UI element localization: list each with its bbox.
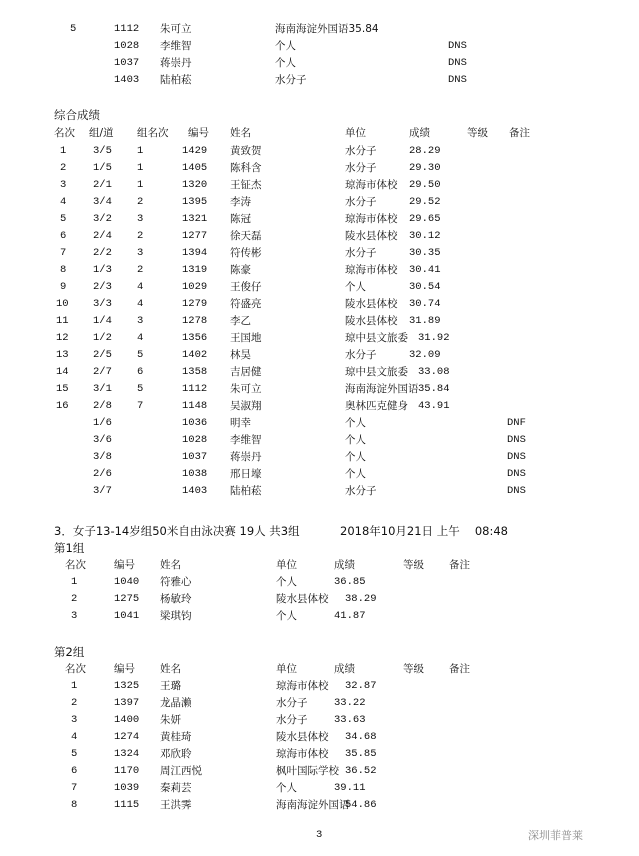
row-number: 1403 (114, 74, 140, 86)
combined-heat-lane: 3/3 (93, 298, 112, 310)
combined-rank: 14 (56, 366, 69, 378)
combined-rank: 6 (60, 230, 67, 242)
combined-name: 陈豪 (230, 264, 251, 276)
combined-heat-lane: 3/8 (93, 451, 112, 463)
combined-name: 明幸 (230, 417, 251, 429)
combined-name: 符传彬 (230, 247, 262, 259)
combined-number: 1112 (182, 383, 208, 395)
combined-result: 31.89 (409, 315, 441, 327)
combined-name: 李乙 (230, 315, 251, 327)
row-result: DNS (448, 57, 467, 69)
heat-header-result: 成绩 (334, 559, 355, 571)
combined-unit: 海南海淀外国语 (345, 383, 419, 395)
col-header-unit: 单位 (345, 127, 366, 139)
combined-rank: 12 (56, 332, 69, 344)
combined-heat-lane: 2/2 (93, 247, 112, 259)
combined-heat-lane: 1/4 (93, 315, 112, 327)
combined-note: DNS (507, 434, 526, 446)
combined-unit: 陵水县体校 (345, 298, 398, 310)
combined-unit: 水分子 (345, 196, 377, 208)
combined-unit: 陵水县体校 (345, 230, 398, 242)
combined-result: 30.12 (409, 230, 441, 242)
heat-rank: 7 (71, 782, 78, 794)
row-unit: 水分子 (275, 74, 307, 86)
combined-name: 李涛 (230, 196, 251, 208)
combined-heat-lane: 2/3 (93, 281, 112, 293)
combined-heat-lane: 2/4 (93, 230, 112, 242)
combined-result: 33.08 (418, 366, 450, 378)
combined-heat-rank: 5 (137, 383, 144, 395)
combined-number: 1395 (182, 196, 208, 208)
combined-number: 1320 (182, 179, 208, 191)
combined-heat-lane: 3/7 (93, 485, 112, 497)
heat-number: 1400 (114, 714, 140, 726)
combined-heat-lane: 3/4 (93, 196, 112, 208)
heat-result: 32.87 (345, 680, 377, 692)
heat-result: 38.29 (345, 593, 377, 605)
combined-unit: 琼海市体校 (345, 213, 398, 225)
heat-name: 邓欣聆 (160, 748, 192, 760)
combined-heat-lane: 2/5 (93, 349, 112, 361)
heat-name: 黄桂琦 (160, 731, 192, 743)
heat-unit: 个人 (276, 576, 297, 588)
combined-number: 1321 (182, 213, 208, 225)
combined-heat-rank: 4 (137, 298, 144, 310)
heat-rank: 3 (71, 714, 78, 726)
combined-heat-rank: 5 (137, 349, 144, 361)
heat-result: 35.85 (345, 748, 377, 760)
col-header-result: 成绩 (409, 127, 430, 139)
combined-number: 1038 (182, 468, 208, 480)
combined-unit: 水分子 (345, 349, 377, 361)
heat-unit: 个人 (276, 610, 297, 622)
heat-unit: 水分子 (276, 697, 308, 709)
combined-heat-rank: 1 (137, 179, 144, 191)
combined-name: 黄致贺 (230, 145, 262, 157)
heat-header-name: 姓名 (160, 559, 181, 571)
combined-number: 1277 (182, 230, 208, 242)
combined-rank: 2 (60, 162, 67, 174)
combined-rank: 7 (60, 247, 67, 259)
heat-header-result: 成绩 (334, 663, 355, 675)
row-name: 蒋崇丹 (160, 57, 192, 69)
heat-unit: 琼海市体校 (276, 680, 329, 692)
combined-name: 陈冠 (230, 213, 251, 225)
heat-result: 41.87 (334, 610, 366, 622)
combined-note: DNS (507, 485, 526, 497)
heat-rank: 1 (71, 576, 78, 588)
combined-name: 吴淑翔 (230, 400, 262, 412)
combined-unit: 个人 (345, 468, 366, 480)
combined-rank: 11 (56, 315, 69, 327)
combined-result: 32.09 (409, 349, 441, 361)
combined-heat-lane: 3/5 (93, 145, 112, 157)
heat-name: 朱妍 (160, 714, 181, 726)
combined-number: 1029 (182, 281, 208, 293)
combined-heat-rank: 7 (137, 400, 144, 412)
combined-name: 林昊 (230, 349, 251, 361)
heat-result: 33.63 (334, 714, 366, 726)
heat-header-note: 备注 (449, 559, 470, 571)
combined-name: 王俊仔 (230, 281, 262, 293)
combined-heat-rank: 2 (137, 230, 144, 242)
combined-unit: 水分子 (345, 145, 377, 157)
combined-rank: 16 (56, 400, 69, 412)
heat-rank: 2 (71, 593, 78, 605)
combined-number: 1319 (182, 264, 208, 276)
heat-number: 1274 (114, 731, 140, 743)
combined-name: 陆柏菘 (230, 485, 262, 497)
heat-rank: 2 (71, 697, 78, 709)
heat-rank: 1 (71, 680, 78, 692)
combined-heat-rank: 3 (137, 247, 144, 259)
combined-rank: 13 (56, 349, 69, 361)
heat-unit: 水分子 (276, 714, 308, 726)
combined-unit: 琼中县文旅委 (345, 366, 408, 378)
combined-number: 1028 (182, 434, 208, 446)
combined-unit: 琼中县文旅委 (345, 332, 408, 344)
heat-result: 54.86 (345, 799, 377, 811)
combined-heat-rank: 4 (137, 281, 144, 293)
row-name: 李维智 (160, 40, 192, 52)
heat-header-rank: 名次 (65, 663, 86, 675)
combined-name: 王钲杰 (230, 179, 262, 191)
combined-unit: 水分子 (345, 485, 377, 497)
combined-note: DNS (507, 451, 526, 463)
combined-number: 1037 (182, 451, 208, 463)
combined-name: 邢日壕 (230, 468, 262, 480)
heat-unit: 枫叶国际学校 (276, 765, 339, 777)
combined-unit: 个人 (345, 417, 366, 429)
heat-number: 1324 (114, 748, 140, 760)
combined-number: 1429 (182, 145, 208, 157)
heat-header-grade: 等级 (403, 663, 424, 675)
row-number: 1037 (114, 57, 140, 69)
heat-rank: 6 (71, 765, 78, 777)
combined-heat-rank: 1 (137, 145, 144, 157)
combined-name: 陈科含 (230, 162, 262, 174)
combined-name: 符盛亮 (230, 298, 262, 310)
heat-number: 1170 (114, 765, 140, 777)
heat-result: 39.11 (334, 782, 366, 794)
heat-number: 1275 (114, 593, 140, 605)
combined-result: 30.41 (409, 264, 441, 276)
col-header-heat-rank: 组名次 (137, 127, 169, 139)
combined-number: 1036 (182, 417, 208, 429)
combined-heat-rank: 3 (137, 315, 144, 327)
heat-unit: 陵水县体校 (276, 593, 329, 605)
combined-name: 李维智 (230, 434, 262, 446)
heat-rank: 8 (71, 799, 78, 811)
col-header-grade: 等级 (467, 127, 488, 139)
heat-header-name: 姓名 (160, 663, 181, 675)
col-header-name: 姓名 (230, 127, 251, 139)
combined-result: 30.54 (409, 281, 441, 293)
combined-unit: 琼海市体校 (345, 179, 398, 191)
group2-title: 第2组 (54, 645, 85, 659)
combined-unit: 个人 (345, 434, 366, 446)
heat-header-grade: 等级 (403, 559, 424, 571)
combined-rank: 10 (56, 298, 69, 310)
combined-heat-rank: 6 (137, 366, 144, 378)
row-unit: 个人 (275, 57, 296, 69)
combined-number: 1278 (182, 315, 208, 327)
combined-result: 29.50 (409, 179, 441, 191)
row-result: DNS (448, 40, 467, 52)
col-header-note: 备注 (509, 127, 530, 139)
combined-rank: 15 (56, 383, 69, 395)
combined-heat-lane: 1/5 (93, 162, 112, 174)
combined-heat-lane: 3/1 (93, 383, 112, 395)
combined-heat-rank: 2 (137, 196, 144, 208)
combined-name: 蒋崇丹 (230, 451, 262, 463)
row-result: DNS (448, 74, 467, 86)
combined-heat-lane: 1/2 (93, 332, 112, 344)
combined-rank: 3 (60, 179, 67, 191)
event-datetime: 2018年10月21日 上午 08:48 (340, 524, 508, 538)
row-unit: 个人 (275, 40, 296, 52)
row-rank: 5 (70, 23, 77, 35)
heat-rank: 4 (71, 731, 78, 743)
combined-unit: 陵水县体校 (345, 315, 398, 327)
section-title: 综合成绩 (54, 108, 100, 122)
heat-name: 符雅心 (160, 576, 192, 588)
combined-result: 35.84 (418, 383, 450, 395)
combined-result: 31.92 (418, 332, 450, 344)
combined-name: 吉居健 (230, 366, 262, 378)
heat-header-unit: 单位 (276, 559, 297, 571)
combined-unit: 奥林匹克健身 (345, 400, 408, 412)
col-header-heat-lane: 组/道 (89, 127, 114, 139)
combined-heat-lane: 2/7 (93, 366, 112, 378)
combined-heat-rank: 2 (137, 264, 144, 276)
page-number: 3 (316, 829, 323, 841)
combined-heat-rank: 4 (137, 332, 144, 344)
combined-heat-rank: 1 (137, 162, 144, 174)
combined-name: 朱可立 (230, 383, 262, 395)
heat-unit: 陵水县体校 (276, 731, 329, 743)
combined-number: 1402 (182, 349, 208, 361)
col-header-rank: 名次 (54, 127, 75, 139)
heat-name: 王洪霁 (160, 799, 192, 811)
heat-number: 1039 (114, 782, 140, 794)
group1-title: 第1组 (54, 541, 85, 555)
heat-name: 王璐 (160, 680, 181, 692)
heat-number: 1325 (114, 680, 140, 692)
heat-number: 1115 (114, 799, 140, 811)
combined-heat-rank: 3 (137, 213, 144, 225)
combined-number: 1148 (182, 400, 208, 412)
combined-note: DNS (507, 468, 526, 480)
combined-result: 30.74 (409, 298, 441, 310)
combined-unit: 水分子 (345, 247, 377, 259)
combined-rank: 5 (60, 213, 67, 225)
col-header-number: 编号 (188, 127, 209, 139)
combined-heat-lane: 1/3 (93, 264, 112, 276)
combined-result: 29.30 (409, 162, 441, 174)
heat-rank: 5 (71, 748, 78, 760)
combined-result: 30.35 (409, 247, 441, 259)
combined-rank: 8 (60, 264, 67, 276)
heat-name: 周江西悦 (160, 765, 202, 777)
heat-number: 1040 (114, 576, 140, 588)
heat-name: 杨敏玲 (160, 593, 192, 605)
heat-result: 36.85 (334, 576, 366, 588)
heat-header-number: 编号 (114, 559, 135, 571)
heat-header-unit: 单位 (276, 663, 297, 675)
combined-heat-lane: 3/2 (93, 213, 112, 225)
watermark: 深圳菲普莱 (528, 829, 583, 842)
heat-header-number: 编号 (114, 663, 135, 675)
heat-result: 33.22 (334, 697, 366, 709)
heat-result: 36.52 (345, 765, 377, 777)
heat-name: 秦莉芸 (160, 782, 192, 794)
combined-number: 1279 (182, 298, 208, 310)
combined-number: 1356 (182, 332, 208, 344)
heat-result: 34.68 (345, 731, 377, 743)
heat-unit: 个人 (276, 782, 297, 794)
event-title: 3．女子13-14岁组50米自由泳决赛 19人 共3组 (54, 524, 300, 538)
combined-result: 28.29 (409, 145, 441, 157)
combined-number: 1394 (182, 247, 208, 259)
combined-number: 1358 (182, 366, 208, 378)
combined-heat-lane: 2/6 (93, 468, 112, 480)
combined-result: 43.91 (418, 400, 450, 412)
combined-rank: 9 (60, 281, 67, 293)
combined-unit: 个人 (345, 451, 366, 463)
combined-result: 29.65 (409, 213, 441, 225)
combined-heat-lane: 2/1 (93, 179, 112, 191)
heat-rank: 3 (71, 610, 78, 622)
combined-number: 1405 (182, 162, 208, 174)
heat-header-rank: 名次 (65, 559, 86, 571)
heat-name: 龙晶濑 (160, 697, 192, 709)
heat-unit: 海南海淀外国语 (276, 799, 350, 811)
row-number: 1028 (114, 40, 140, 52)
combined-unit: 琼海市体校 (345, 264, 398, 276)
row-unit: 海南海淀外国语35.84 (275, 23, 379, 35)
row-name: 陆柏菘 (160, 74, 192, 86)
combined-unit: 个人 (345, 281, 366, 293)
combined-heat-lane: 1/6 (93, 417, 112, 429)
heat-unit: 琼海市体校 (276, 748, 329, 760)
combined-rank: 1 (60, 145, 67, 157)
row-number: 1112 (114, 23, 140, 35)
combined-heat-lane: 3/6 (93, 434, 112, 446)
combined-name: 徐天磊 (230, 230, 262, 242)
row-name: 朱可立 (160, 23, 192, 35)
heat-number: 1397 (114, 697, 140, 709)
heat-header-note: 备注 (449, 663, 470, 675)
combined-result: 29.52 (409, 196, 441, 208)
heat-name: 梁琪钧 (160, 610, 192, 622)
combined-rank: 4 (60, 196, 67, 208)
combined-number: 1403 (182, 485, 208, 497)
combined-name: 王国地 (230, 332, 262, 344)
heat-number: 1041 (114, 610, 140, 622)
combined-heat-lane: 2/8 (93, 400, 112, 412)
combined-unit: 水分子 (345, 162, 377, 174)
combined-note: DNF (507, 417, 526, 429)
